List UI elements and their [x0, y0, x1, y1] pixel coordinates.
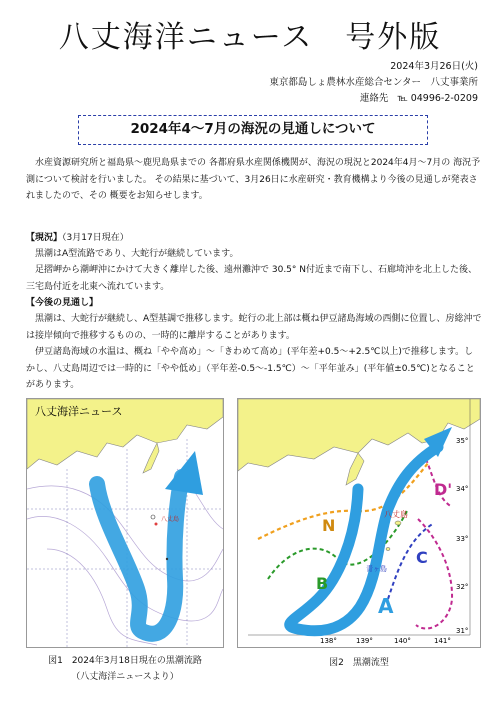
lon-tick-139: 139° — [356, 637, 373, 645]
issue-date: 2024年3月26日(火) — [390, 61, 478, 72]
figure-2-island-hachijo: 八丈島 — [384, 510, 408, 519]
outlook-paragraph-1: 黒潮は、大蛇行が継続し、A型基調で推移します。蛇行の北上部は概ね伊豆諸島海域の西側に位置し、房総沖では接岸傾向で推移するものの、一時的に離岸することがあります。 — [26, 314, 482, 341]
current-heading-line — [26, 230, 482, 247]
figure-2-island-aogashima: 青ヶ島 — [366, 565, 387, 573]
lat-tick-33: 33° — [456, 535, 469, 543]
figure-2-type-D: D' — [434, 480, 453, 499]
current-date-note: （3月17日現在） — [62, 233, 129, 243]
figure-1-inset-title: 八丈海洋ニュース — [35, 405, 123, 418]
figure-2-type-A: A — [378, 594, 394, 618]
lat-tick-32: 32° — [456, 583, 469, 591]
lon-tick-141: 141° — [434, 637, 451, 645]
outlook-paragraph-2: 伊豆諸島海域の水温は、概ね「やや高め」～「きわめて高め」(平年差+0.5～+2.5℃以上)で推移します。しかし、八丈島周辺では一時的に「やや低め」（平年差-0.5～-1.5℃）～「平年並み」(平年値±0.5℃)となることがあります。 — [26, 347, 475, 390]
page-title: 八丈海洋ニュース 号外版 — [58, 20, 442, 55]
current-heading: 【現況】 — [26, 233, 63, 243]
lon-tick-140: 140° — [394, 637, 411, 645]
contact-line — [360, 91, 478, 107]
figure-2-type-B: B — [316, 574, 329, 593]
figure-1-hachijo-label: 八丈島 — [161, 516, 180, 523]
tel-label: ℡ — [397, 93, 408, 104]
figure-1-caption-line-2: （八丈海洋ニュースより） — [71, 672, 179, 682]
figure-1-caption-line-1: 図1 2024年3月18日現在の黒潮流路 — [48, 656, 202, 666]
lon-tick-138: 138° — [320, 637, 337, 645]
organization: 東京都島しょ農林水産総合センター 八丈事業所 — [269, 77, 478, 88]
tel-number: 04996-2-0209 — [410, 93, 478, 104]
subtitle-box — [78, 115, 428, 145]
figure-2-type-C: C — [416, 548, 428, 567]
figure-2-caption: 図2 黒潮流型 — [329, 658, 389, 668]
current-paragraph-2: 足摺岬から潮岬沖にかけて大きく離岸した後、遠州灘沖で 30.5° N付近まで南下し、石廊埼沖を北上した後、三宅島付近を北東へ流れています。 — [26, 265, 477, 292]
figure-2-map — [237, 398, 481, 648]
figure-2-type-N: N — [322, 516, 336, 535]
lat-tick-31: 31° — [456, 627, 469, 635]
lat-tick-34: 34° — [456, 485, 469, 493]
outlook-heading: 【今後の見通し】 — [26, 298, 99, 308]
subtitle: 2024年4～7月の海況の見通しについて — [130, 121, 376, 137]
intro-paragraph: 水産資源研究所と福島県～鹿児島県までの 各都府県水産関係機関が、海況の現況と2024年4月～7月の 海況予測について検討を行いました。 その結果に基づいて、3月26日に水産研究・教育機構より今後の見通しが発表されましたので、その 概要をお知らせします。 — [26, 158, 481, 201]
contact-label: 連絡先 — [359, 93, 389, 104]
lat-tick-35: 35° — [456, 437, 469, 445]
current-paragraph-1: 黒潮はA型流路であり、大蛇行が継続しています。 — [35, 249, 239, 259]
figure-1-map — [26, 398, 224, 648]
